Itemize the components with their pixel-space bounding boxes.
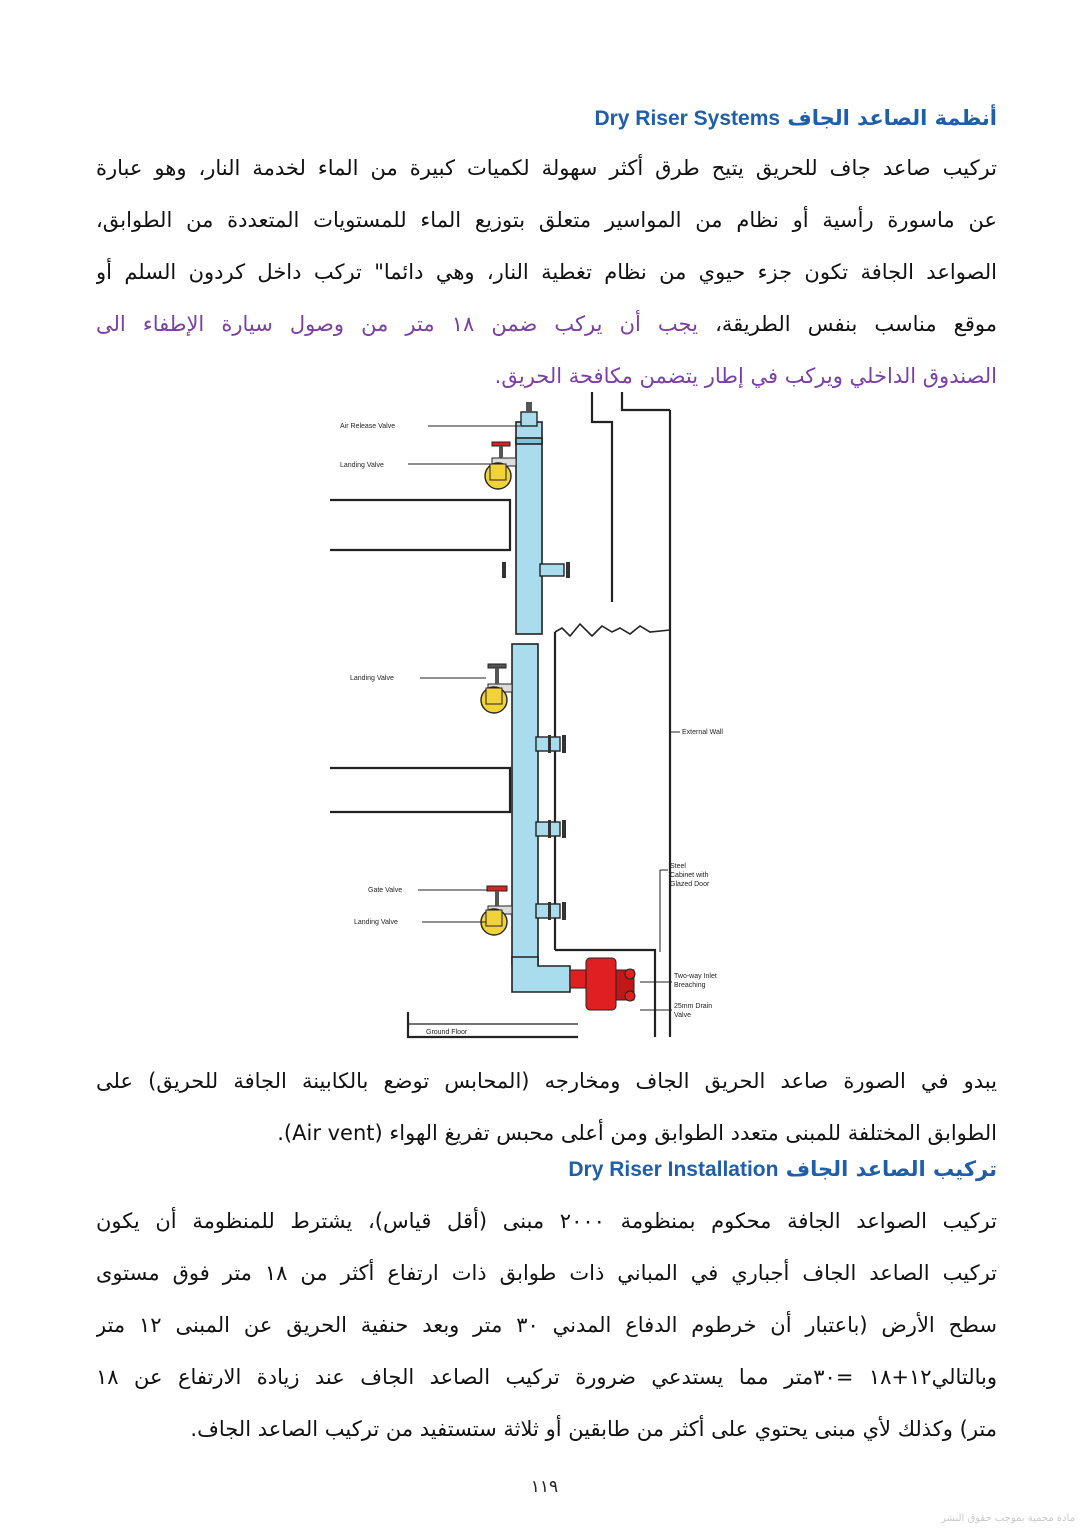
- riser-pipe-upper: [516, 422, 542, 634]
- label-landing-valve-bottom: Landing Valve: [354, 919, 398, 926]
- air-release-valve-cap: [526, 402, 532, 412]
- riser-pipe-lower: [512, 644, 538, 964]
- copyright-watermark: مادة محمية بموجب حقوق النشر: [941, 1513, 1075, 1524]
- highlighted-text: يجب أن يركب ضمن ١٨ متر من وصول سيارة الإطفاء الى: [96, 312, 698, 336]
- label-inlet-breaching: Two-way Inlet Breaching: [674, 973, 717, 989]
- riser-pipe-elbow: [512, 957, 570, 992]
- paragraph-line: متر) وكذلك لأي مبنى يحتوي على أكثر من طابقين أو ثلاثة ستستفيد من تركيب الصاعد الجاف.: [190, 1417, 997, 1441]
- heading-arabic: تركيب الصاعد الجاف: [785, 1157, 997, 1181]
- heading-english: Dry Riser Systems: [594, 107, 781, 130]
- section-heading-dry-riser-installation: [568, 1157, 997, 1182]
- label-ground-floor: Ground Floor: [426, 1029, 468, 1036]
- paragraph-line: الصواعد الجافة تكون جزء حيوي من نظام تغطية النار، وهي دائما" تركب داخل كردون السلم أو: [96, 260, 997, 284]
- paragraph-line: وبالتالي١٢+١٨ =٣٠متر مما يستدعي ضرورة تركيب الصاعد الجاف عند زيادة الارتفاع عن ١٨: [96, 1365, 997, 1389]
- dry-riser-diagram: [330, 392, 780, 1052]
- label-landing-valve-mid: Landing Valve: [350, 675, 394, 682]
- wall-upper-inner: [592, 392, 612, 602]
- caption-line: يبدو في الصورة صاعد الحريق الجاف ومخارجه (المحابس توضع بالكابينة الجافة للحريق) على: [96, 1069, 997, 1093]
- heading-arabic: أنظمة الصاعد الجاف: [787, 106, 997, 130]
- label-gate-valve: Gate Valve: [368, 887, 403, 894]
- paragraph-text: موقع مناسب بنفس الطريقة،: [715, 312, 997, 336]
- paragraph-line: سطح الأرض (باعتبار أن خرطوم الدفاع المدني ٣٠ متر وبعد حنفية الحريق عن المبنى ١٢ متر: [96, 1313, 997, 1337]
- section-heading-dry-riser-systems: [594, 106, 997, 131]
- label-air-release-valve: Air Release Valve: [340, 423, 396, 430]
- label-drain-valve: 25mm Drain Valve: [674, 1003, 713, 1019]
- break-line: [555, 624, 670, 636]
- upper-floor-slab: [330, 500, 510, 550]
- landing-valve-bottom: [481, 886, 512, 935]
- caption-line: الطوابق المختلفة للمبنى متعدد الطوابق ومن أعلى محبس تفريغ الهواء (Air vent).: [277, 1121, 997, 1145]
- air-release-valve-body: [521, 412, 537, 426]
- landing-valve-mid: [481, 664, 512, 713]
- intro-paragraph: [96, 142, 997, 402]
- dry-riser-diagram-svg: [330, 392, 780, 1052]
- heading-english: Dry Riser Installation: [568, 1158, 779, 1181]
- paragraph-line: [96, 298, 997, 350]
- coupling: [540, 564, 564, 576]
- figure-caption: [96, 1055, 997, 1159]
- highlighted-line: الصندوق الداخلي ويركب في إطار يتضمن مكافحة الحريق.: [494, 364, 997, 388]
- middle-floor-slab: [330, 768, 510, 812]
- installation-paragraph: [96, 1195, 997, 1455]
- paragraph-line: تركيب الصاعد الجاف أجباري في المباني ذات طوابق ذات ارتفاع أكثر من ١٨ متر فوق مستوى: [96, 1261, 997, 1285]
- inlet-breaching: [570, 958, 635, 1010]
- label-external-wall: External Wall: [682, 729, 723, 736]
- paragraph-line: تركيب صاعد جاف للحريق يتيح طرق أكثر سهولة لكميات كبيرة من الماء لخدمة النار، وهو عبارة: [96, 156, 997, 180]
- page-number: ١١٩: [530, 1477, 559, 1497]
- label-steel-cabinet: Steel Cabinet with Glazed Door: [670, 863, 710, 888]
- label-landing-valve-top: Landing Valve: [340, 462, 384, 469]
- landing-valve-top: [485, 442, 516, 489]
- wall-top-edge: [622, 392, 670, 410]
- paragraph-line: تركيب الصواعد الجافة محكوم بمنظومة ٢٠٠٠ مبنى (أقل قياس)، يشترط للمنظومة أن يكون: [96, 1209, 997, 1233]
- paragraph-line: عن ماسورة رأسية أو نظام من المواسير متعلق بتوزيع الماء للمستويات المتعددة من الطوابق،: [96, 208, 997, 232]
